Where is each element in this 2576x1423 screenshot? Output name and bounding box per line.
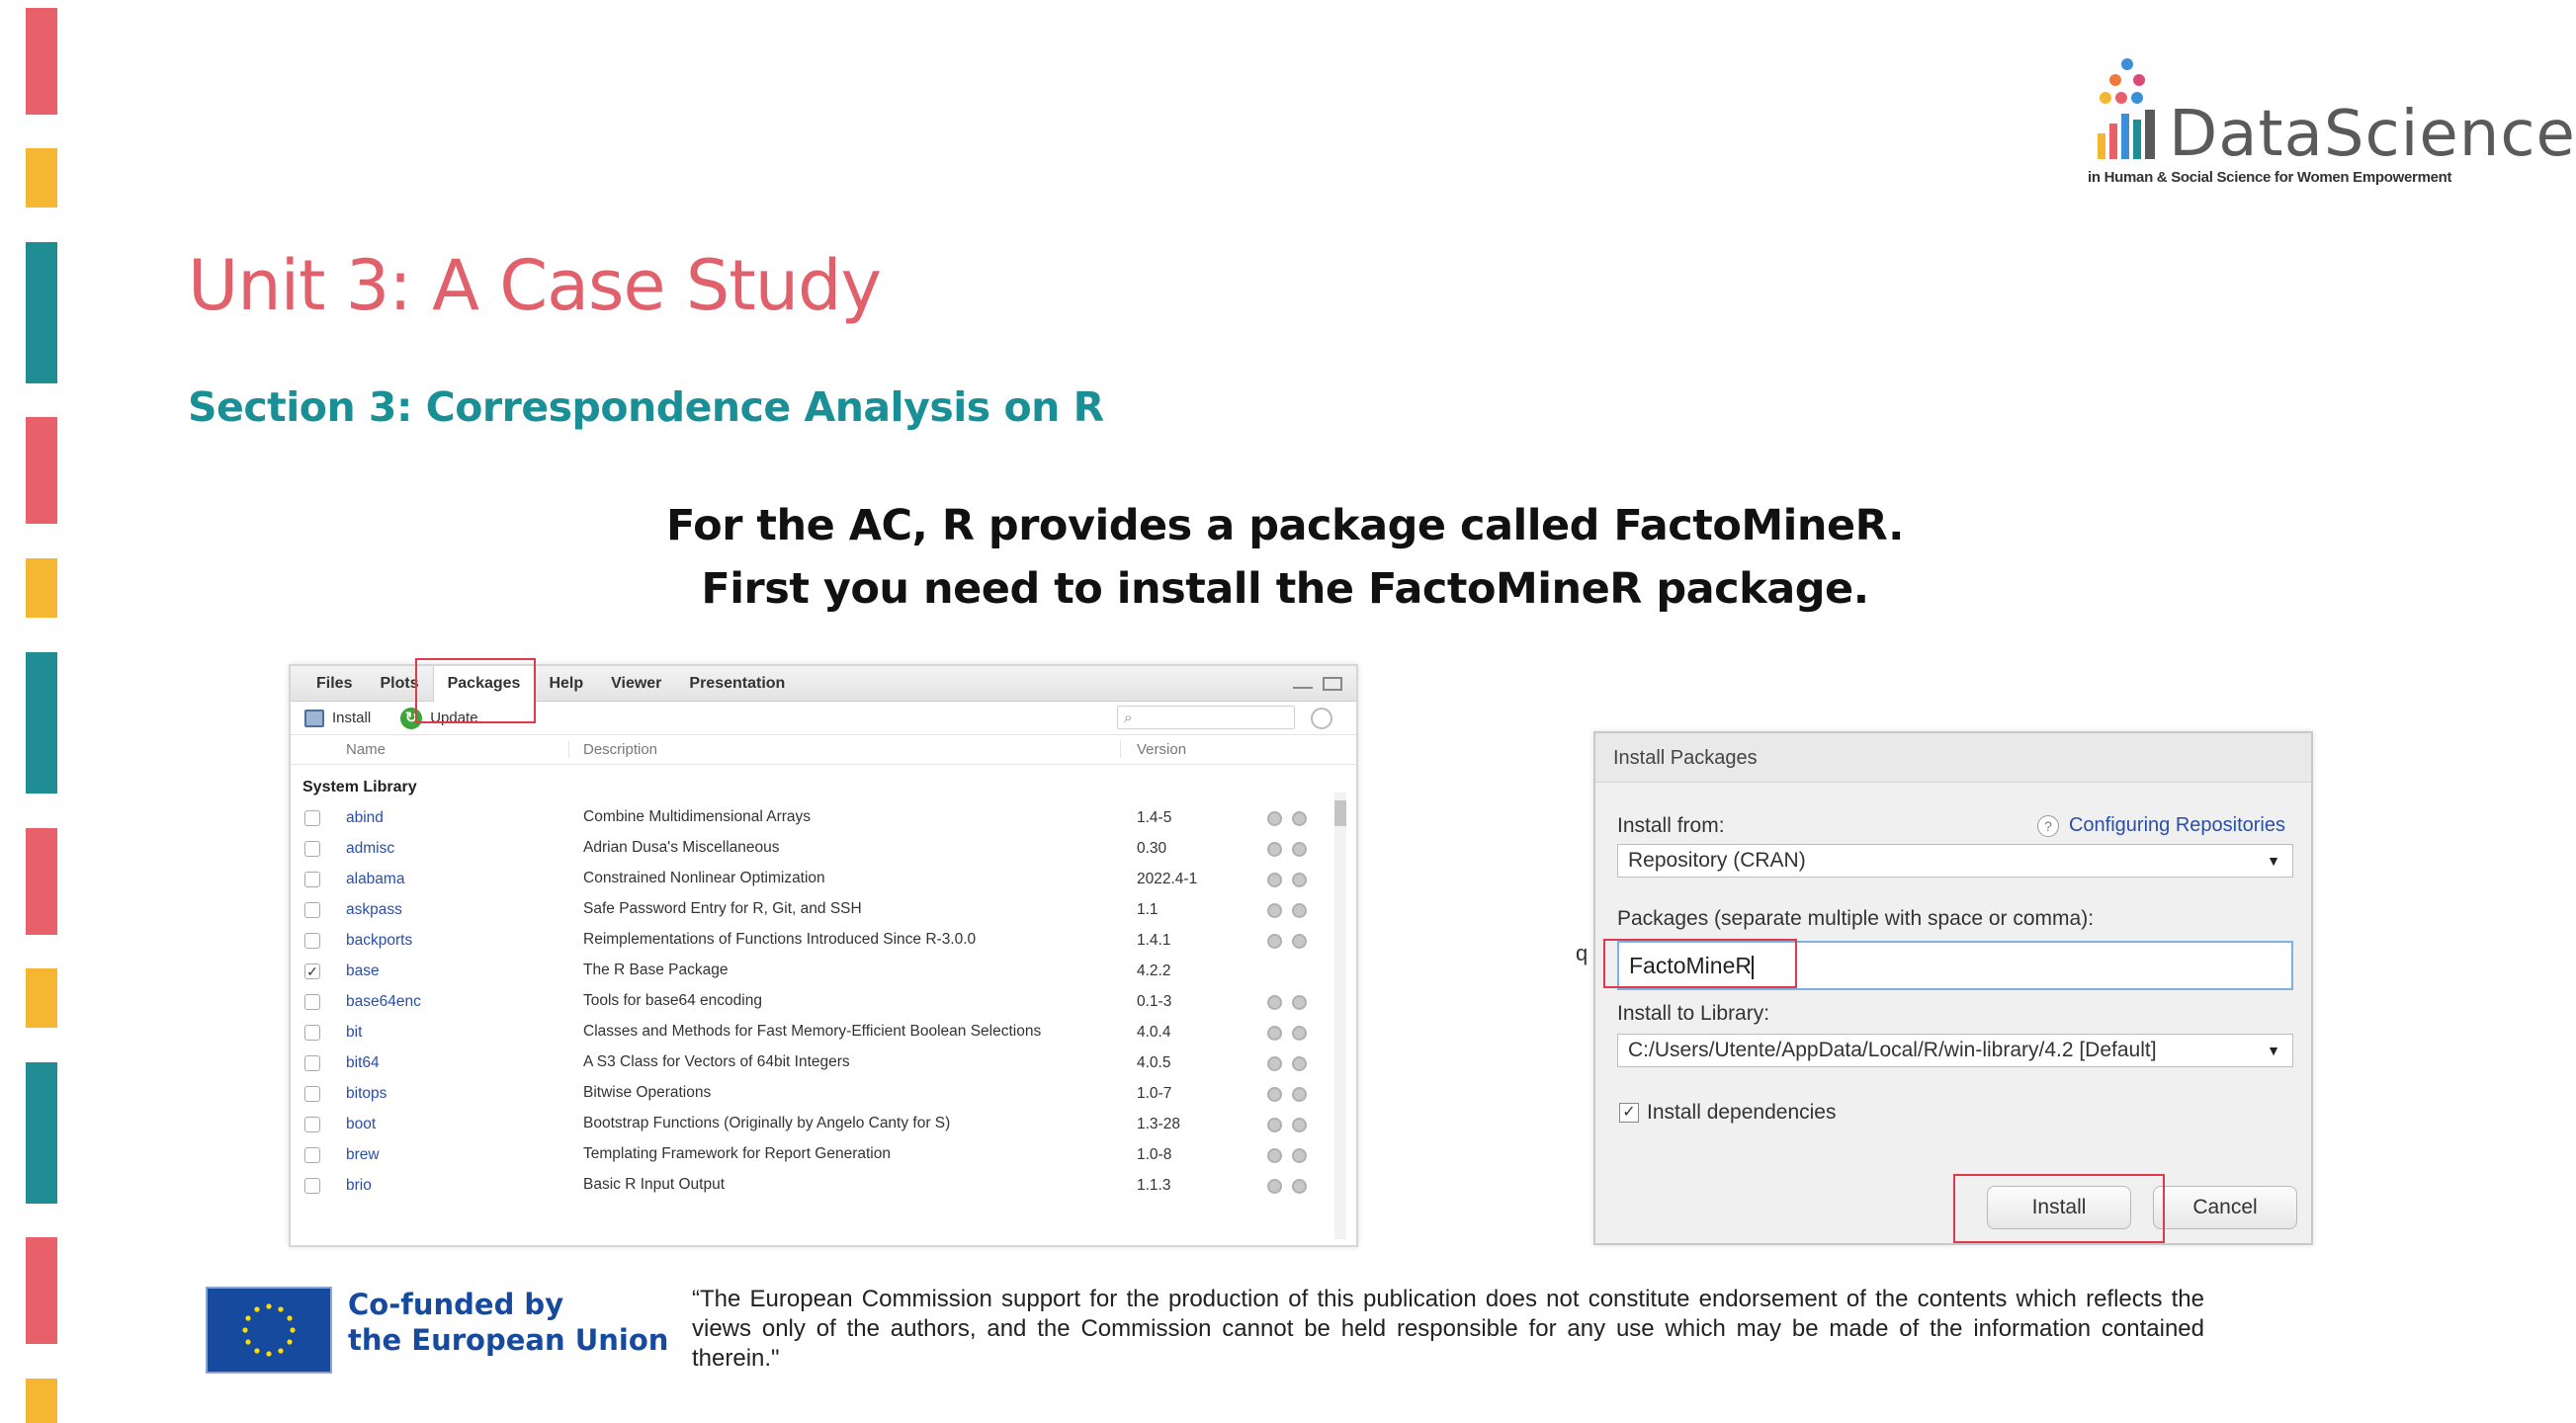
pane-window-controls <box>1293 677 1356 691</box>
package-name-link[interactable]: backports <box>346 932 413 949</box>
search-icon: ⌕ <box>1124 710 1133 726</box>
package-checkbox[interactable] <box>304 1055 320 1071</box>
highlight-box-packages-input <box>1603 939 1797 988</box>
help-icon[interactable] <box>1267 934 1282 949</box>
stray-character: q <box>1576 941 1589 965</box>
package-name-link[interactable]: alabama <box>346 871 405 887</box>
tab-viewer[interactable]: Viewer <box>611 674 662 692</box>
install-to-library-label: Install to Library: <box>1617 1002 1770 1025</box>
package-description: Classes and Methods for Fast Memory-Efficient Boolean Selections <box>583 1023 1042 1040</box>
package-checkbox[interactable] <box>304 1147 320 1163</box>
logo-people-icon <box>2086 54 2175 163</box>
rstudio-packages-pane <box>289 664 1358 1247</box>
package-name-link[interactable]: brew <box>346 1146 380 1163</box>
help-icon[interactable] <box>1267 903 1282 918</box>
column-header-version[interactable]: Version <box>1137 741 1187 758</box>
help-icon[interactable] <box>1267 1118 1282 1132</box>
remove-icon[interactable] <box>1292 873 1307 887</box>
intro-line-2: First you need to install the FactoMineR package. <box>701 564 1869 614</box>
table-row <box>291 1017 1356 1047</box>
strip-block-teal <box>26 1062 57 1204</box>
package-checkbox[interactable] <box>304 1117 320 1132</box>
row-actions <box>1259 993 1307 1010</box>
tab-packages[interactable]: Packages <box>433 666 536 702</box>
package-description: Bootstrap Functions (Originally by Angelo Canty for S) <box>583 1115 951 1131</box>
install-from-select[interactable] <box>1617 844 2293 878</box>
help-icon[interactable] <box>1267 1148 1282 1163</box>
refresh-icon[interactable] <box>1311 708 1332 729</box>
install-button-label: Install <box>332 710 372 726</box>
package-checkbox[interactable] <box>304 902 320 918</box>
package-checkbox[interactable] <box>304 994 320 1010</box>
tab-help[interactable]: Help <box>549 674 584 692</box>
remove-icon[interactable] <box>1292 1026 1307 1041</box>
package-version: 1.3-28 <box>1137 1116 1180 1132</box>
package-description: The R Base Package <box>583 962 729 978</box>
column-header-description[interactable]: Description <box>569 741 1121 758</box>
package-list <box>291 802 1356 1201</box>
row-actions <box>1259 1177 1307 1194</box>
package-search-input[interactable] <box>1117 706 1295 729</box>
help-icon: ? <box>2037 815 2059 837</box>
package-version: 2022.4-1 <box>1137 871 1198 887</box>
update-button-label: Update <box>430 710 478 726</box>
row-actions <box>1259 1024 1307 1041</box>
strip-block-red <box>26 1237 57 1344</box>
install-dependencies-checkbox[interactable] <box>1619 1101 1836 1125</box>
install-from-label: Install from: <box>1617 814 1725 837</box>
install-from-value: Repository (CRAN) <box>1628 849 1806 872</box>
package-version: 1.0-7 <box>1137 1085 1172 1102</box>
tab-presentation[interactable]: Presentation <box>689 674 786 692</box>
strip-block-red <box>26 8 57 115</box>
column-header-name[interactable]: Name <box>291 741 569 758</box>
remove-icon[interactable] <box>1292 1179 1307 1194</box>
install-button[interactable] <box>304 710 371 727</box>
eu-flag <box>206 1287 332 1374</box>
install-dependencies-label: Install dependencies <box>1647 1101 1837 1124</box>
row-actions <box>1259 809 1307 826</box>
help-icon[interactable] <box>1267 1056 1282 1071</box>
table-row <box>291 894 1356 925</box>
install-icon <box>304 710 324 727</box>
row-actions <box>1259 901 1307 918</box>
package-description: Constrained Nonlinear Optimization <box>583 870 825 886</box>
package-checkbox[interactable]: ✓ <box>304 963 320 979</box>
strip-block-yellow <box>26 1379 57 1423</box>
package-description: Basic R Input Output <box>583 1176 726 1193</box>
table-row <box>291 802 1356 833</box>
package-checkbox[interactable] <box>304 872 320 887</box>
package-version: 0.1-3 <box>1137 993 1172 1010</box>
dropdown-arrow-icon: ▼ <box>2267 1043 2280 1058</box>
package-checkbox[interactable] <box>304 1086 320 1102</box>
table-row <box>291 1109 1356 1139</box>
remove-icon[interactable] <box>1292 1087 1307 1102</box>
package-description: Adrian Dusa's Miscellaneous <box>583 839 780 856</box>
dialog-cancel-button[interactable]: Cancel <box>2153 1186 2297 1229</box>
datascience-logo <box>2086 54 2576 193</box>
row-actions <box>1259 1054 1307 1071</box>
dialog-title: Install Packages <box>1595 733 2311 783</box>
package-checkbox[interactable] <box>304 1178 320 1194</box>
remove-icon[interactable] <box>1292 903 1307 918</box>
row-actions <box>1259 1116 1307 1132</box>
package-checkbox[interactable] <box>304 933 320 949</box>
package-version: 1.1 <box>1137 901 1159 918</box>
package-name-link[interactable]: boot <box>346 1116 377 1132</box>
table-row <box>291 833 1356 864</box>
table-row <box>291 1139 1356 1170</box>
strip-block-red <box>26 828 57 935</box>
package-version: 4.0.5 <box>1137 1054 1171 1071</box>
eu-cofunded-text <box>348 1287 668 1358</box>
intro-text <box>554 494 2017 621</box>
intro-line-1: For the AC, R provides a package called FactoMineR. <box>666 501 1904 550</box>
package-name-link[interactable]: admisc <box>346 840 395 857</box>
configuring-repositories-link[interactable] <box>2037 814 2285 837</box>
tab-plots[interactable]: Plots <box>380 674 419 692</box>
slide-title: Unit 3: A Case Study <box>188 245 881 326</box>
package-name-link[interactable]: bit <box>346 1024 363 1041</box>
table-row <box>291 864 1356 894</box>
minimize-icon[interactable] <box>1293 687 1313 691</box>
help-icon[interactable] <box>1267 873 1282 887</box>
packages-label: Packages (separate multiple with space or comma): <box>1617 907 2095 930</box>
package-description: Tools for base64 encoding <box>583 992 762 1009</box>
row-actions <box>1259 840 1307 857</box>
highlight-box-install-button <box>1953 1174 2165 1243</box>
strip-block-teal <box>26 242 57 383</box>
package-table-header <box>291 735 1356 765</box>
strip-block-yellow <box>26 148 57 208</box>
eu-line-1: Co-funded by <box>348 1288 564 1321</box>
dropdown-arrow-icon: ▼ <box>2267 853 2280 869</box>
row-actions <box>1259 871 1307 887</box>
package-version: 1.1.3 <box>1137 1177 1171 1194</box>
logo-wordmark: DataScience <box>2169 98 2576 171</box>
package-version: 0.30 <box>1137 840 1167 857</box>
package-description: Bitwise Operations <box>583 1084 712 1101</box>
remove-icon[interactable] <box>1292 995 1307 1010</box>
table-row <box>291 1047 1356 1078</box>
remove-icon[interactable] <box>1292 1148 1307 1163</box>
dialog-install-button[interactable]: Install <box>1987 1186 2131 1229</box>
scrollbar-thumb[interactable] <box>1334 800 1346 826</box>
package-version: 4.2.2 <box>1137 963 1171 979</box>
package-checkbox[interactable] <box>304 810 320 826</box>
highlight-box-packages-tab <box>415 658 536 723</box>
checkbox-checked-icon: ✓ <box>1619 1103 1639 1123</box>
package-name-link[interactable]: base64enc <box>346 993 421 1010</box>
table-row <box>291 1170 1356 1201</box>
remove-icon[interactable] <box>1292 1118 1307 1132</box>
package-checkbox[interactable] <box>304 841 320 857</box>
system-library-group: System Library <box>302 779 417 795</box>
help-icon[interactable] <box>1267 1026 1282 1041</box>
table-row <box>291 956 1356 986</box>
help-icon[interactable] <box>1267 1087 1282 1102</box>
install-to-library-select[interactable] <box>1617 1034 2293 1067</box>
package-description: Safe Password Entry for R, Git, and SSH <box>583 900 862 917</box>
table-row <box>291 925 1356 956</box>
package-version: 4.0.4 <box>1137 1024 1171 1041</box>
package-version: 1.4.1 <box>1137 932 1171 949</box>
package-description: A S3 Class for Vectors of 64bit Integers <box>583 1053 850 1070</box>
package-name-link[interactable]: brio <box>346 1177 372 1194</box>
remove-icon[interactable] <box>1292 934 1307 949</box>
package-description: Templating Framework for Report Generation <box>583 1145 891 1162</box>
row-actions <box>1259 932 1307 949</box>
help-icon[interactable] <box>1267 1179 1282 1194</box>
strip-block-yellow <box>26 968 57 1028</box>
section-heading: Section 3: Correspondence Analysis on R <box>188 383 1104 431</box>
update-icon: ↻ <box>400 708 422 729</box>
remove-icon[interactable] <box>1292 811 1307 826</box>
package-version: 1.4-5 <box>1137 809 1172 826</box>
table-row <box>291 986 1356 1017</box>
package-name-link[interactable]: abind <box>346 809 384 826</box>
package-checkbox[interactable] <box>304 1025 320 1041</box>
help-icon[interactable] <box>1267 842 1282 857</box>
logo-subtitle: in Human & Social Science for Women Empowerment <box>2088 169 2452 186</box>
strip-block-teal <box>26 652 57 794</box>
remove-icon[interactable] <box>1292 842 1307 857</box>
package-version: 1.0-8 <box>1137 1146 1172 1163</box>
package-list-scrollbar[interactable] <box>1334 793 1346 1239</box>
table-row <box>291 1078 1356 1109</box>
row-actions <box>1259 1085 1307 1102</box>
packages-input-value: FactoMineR <box>1629 953 1752 978</box>
package-name-link[interactable]: askpass <box>346 901 402 918</box>
help-icon[interactable] <box>1267 995 1282 1010</box>
eu-stars-icon <box>208 1289 330 1372</box>
package-description: Reimplementations of Functions Introduced Since R-3.0.0 <box>583 931 977 948</box>
install-packages-dialog <box>1593 731 2313 1245</box>
tab-files[interactable]: Files <box>316 674 353 692</box>
package-name-link[interactable]: bit64 <box>346 1054 380 1071</box>
ec-disclaimer: “The European Commission support for the production of this publication does not constitute endorsement of the contents which reflects the views only of the authors, and the Commission cannot be held responsible for any use which may be made of the information contained therein." <box>692 1286 2204 1372</box>
help-icon[interactable] <box>1267 811 1282 826</box>
maximize-icon[interactable] <box>1323 677 1342 691</box>
remove-icon[interactable] <box>1292 1056 1307 1071</box>
configuring-repositories-label: Configuring Repositories <box>2068 814 2285 836</box>
eu-line-2: the European Union <box>348 1323 669 1357</box>
strip-block-red <box>26 417 57 524</box>
package-description: Combine Multidimensional Arrays <box>583 808 812 825</box>
package-name-link[interactable]: bitops <box>346 1085 387 1102</box>
library-path-value: C:/Users/Utente/AppData/Local/R/win-library/4.2 [Default] <box>1628 1039 2157 1061</box>
row-actions <box>1259 1146 1307 1163</box>
package-name-link[interactable]: base <box>346 963 380 979</box>
strip-block-yellow <box>26 558 57 618</box>
